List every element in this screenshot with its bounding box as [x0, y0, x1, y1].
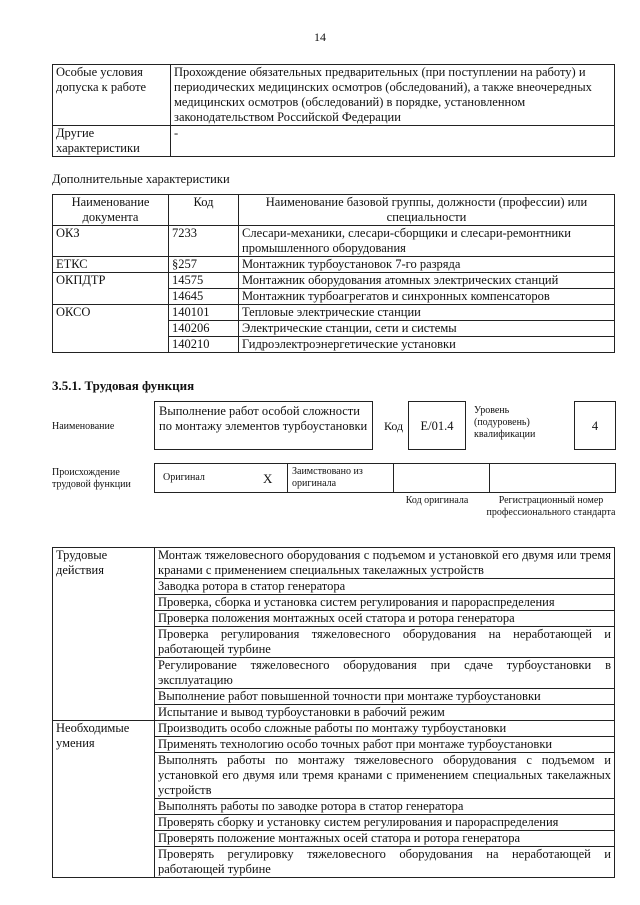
page-number: 14 [314, 30, 326, 44]
additional-header-row [53, 195, 615, 226]
table-row [53, 721, 615, 737]
header-code: Код [169, 195, 239, 226]
cell-name: Монтажник турбоагрегатов и синхронных компенсаторов [239, 289, 615, 305]
origin-divider [393, 463, 394, 493]
table-row [53, 548, 615, 579]
action-item: Регулирование тяжеловесного оборудования при сдаче турбоустановки в эксплуатацию [155, 658, 615, 689]
cell-name: Электрические станции, сети и системы [239, 321, 615, 337]
action-item: Монтаж тяжеловесного оборудования с подъемом и установкой его двумя или тремя кранами с применением специальных такелажных устройств [155, 548, 615, 579]
function-name-box: Выполнение работ особой сложности по монтажу элементов турбоустановки [154, 401, 373, 450]
skill-item: Проверять положение монтажных осей статора и ротора генератора [155, 831, 615, 847]
function-code-label: Код [384, 419, 404, 433]
conditions-label: Другие характеристики [53, 126, 171, 157]
cell-code: 14645 [169, 289, 239, 305]
original-mark: X [263, 471, 273, 486]
origin-label: Происхождение трудовой функции [52, 467, 131, 490]
function-level-box: 4 [574, 401, 616, 450]
function-title: 3.5.1. Трудовая функция [52, 378, 195, 393]
header-name: Наименование базовой группы, должности (профессии) или специальности [239, 195, 615, 226]
cell-code: 7233 [169, 226, 239, 257]
cell-doc: ОКЗ [53, 226, 169, 257]
skill-item: Выполнять работы по заводке ротора в статор генератора [155, 799, 615, 815]
skill-item: Производить особо сложные работы по монтажу турбоустановки [155, 721, 615, 737]
borrowed-label: Заимствовано из оригинала [292, 466, 363, 489]
conditions-value: - [171, 126, 615, 157]
cell-doc [53, 337, 169, 353]
additional-title: Дополнительные характеристики [52, 172, 230, 186]
origin-divider [489, 463, 490, 493]
reg-number-label: Регистрационный номер профессионального стандарта [486, 495, 616, 518]
action-item: Испытание и вывод турбоустановки в рабочий режим [155, 705, 615, 721]
cell-name: Монтажник оборудования атомных электрических станций [239, 273, 615, 289]
conditions-row-special [53, 65, 615, 126]
conditions-value: Прохождение обязательных предварительных (при поступлении на работу) и периодических медицинских осмотров (обследований), а также внеочередных медицинских осмотров (обследований) в порядке, установленном законодательством Российской Федерации [171, 65, 615, 126]
table-row [53, 273, 615, 289]
action-item: Проверка положения монтажных осей статора и ротора генератора [155, 611, 615, 627]
skill-item: Выполнять работы по монтажу тяжеловесного оборудования с подъемом и установкой его двумя или тремя кранами с применением специальных такелажных устройств [155, 753, 615, 799]
table-row [53, 321, 615, 337]
actions-label: Трудовые действия [53, 548, 155, 721]
action-item: Проверка регулирования тяжеловесного оборудования на неработающей и работающей турбине [155, 627, 615, 658]
action-item: Проверка, сборка и установка систем регулирования и парораспределения [155, 595, 615, 611]
table-row [53, 226, 615, 257]
cell-doc [53, 321, 169, 337]
origin-divider [287, 463, 288, 493]
function-code-box: E/01.4 [408, 401, 466, 450]
skill-item: Применять технологию особо точных работ при монтаже турбоустановки [155, 737, 615, 753]
action-item: Заводка ротора в статор генератора [155, 579, 615, 595]
cell-doc: ОКСО [53, 305, 169, 321]
table-row [53, 289, 615, 305]
code-original-label: Код оригинала [405, 495, 469, 506]
origin-box [154, 463, 616, 493]
cell-name: Гидроэлектроэнергетические установки [239, 337, 615, 353]
cell-code: 140210 [169, 337, 239, 353]
conditions-label: Особые условия допуска к работе [53, 65, 171, 126]
cell-code: §257 [169, 257, 239, 273]
function-name-label: Наименование [52, 421, 115, 432]
header-doc: Наименование документа [53, 195, 169, 226]
conditions-row-other [53, 126, 615, 157]
table-row [53, 337, 615, 353]
cell-code: 14575 [169, 273, 239, 289]
cell-code: 140101 [169, 305, 239, 321]
skill-item: Проверять сборку и установку систем регулирования и парораспределения [155, 815, 615, 831]
skill-item: Проверять регулировку тяжеловесного оборудования на неработающей и работающей турбине [155, 847, 615, 878]
cell-doc: ОКПДТР [53, 273, 169, 289]
conditions-table [52, 64, 615, 157]
additional-table [52, 194, 615, 353]
cell-code: 140206 [169, 321, 239, 337]
cell-name: Монтажник турбоустановок 7-го разряда [239, 257, 615, 273]
cell-doc [53, 289, 169, 305]
actions-skills-table [52, 547, 615, 878]
cell-name: Слесари-механики, слесари-сборщики и слесари-ремонтники промышленного оборудования [239, 226, 615, 257]
action-item: Выполнение работ повышенной точности при монтаже турбоустановки [155, 689, 615, 705]
cell-name: Тепловые электрические станции [239, 305, 615, 321]
original-label: Оригинал [163, 472, 205, 483]
cell-doc: ЕТКС [53, 257, 169, 273]
function-level-label: Уровень (подуровень) квалификации [474, 405, 536, 440]
table-row [53, 257, 615, 273]
table-row [53, 305, 615, 321]
skills-label: Необходимые умения [53, 721, 155, 878]
